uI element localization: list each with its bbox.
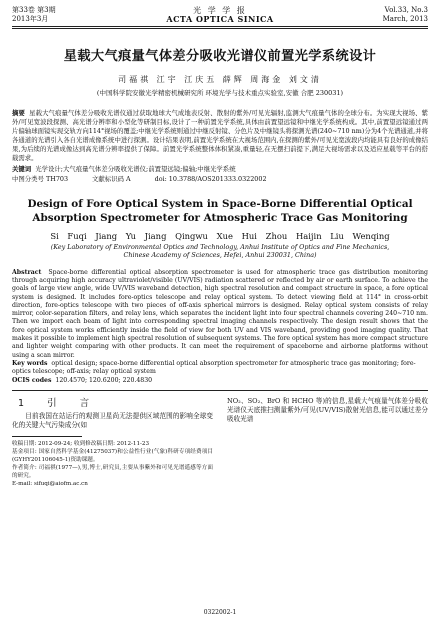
- right-column: [227, 397, 428, 489]
- volume-en: Vol.33, No.3: [384, 6, 428, 14]
- journal-name-cn: 光 学 学 报: [193, 6, 247, 15]
- section-heading-introduction: 1 引 言: [18, 397, 100, 409]
- paper-title-en: [12, 197, 428, 225]
- footnotes: [12, 440, 213, 488]
- header-left: [12, 6, 122, 24]
- classification-row: [12, 175, 428, 184]
- clc-number: 中图分类号 TH703: [12, 174, 69, 183]
- body-columns: [12, 397, 428, 489]
- date-en: March, 2013: [382, 15, 428, 23]
- document-code: 文献标识码 A: [92, 174, 131, 183]
- authors-en: Si Fuqi Jiang Yu Jiang Qingwu Xue Hui Zhou Haijin Liu Wenqing: [50, 230, 390, 241]
- affiliation-en-line2: Chinese Academy of Sciences, Hefei, Anhui 230031, China): [123, 251, 317, 260]
- left-column: [12, 397, 213, 489]
- date-cn: 2013年3月: [12, 15, 49, 23]
- volume-cn: 第33卷 第3期: [12, 6, 56, 14]
- right-column-text: NO₂、SO₂、BrO 和 HCHO 等)的信息,星载大气痕量气体差分吸收光谱仪天底推扫测量紫外/可见(UV/VIS)散射光信息,能可以通过差分吸收光谱: [227, 396, 428, 424]
- affiliation-en-line1: (Key Laboratory of Environmental Optics and Technology, Anhui Institute of Optics and Fine Mechanics,: [50, 242, 390, 251]
- affiliation-en: [12, 243, 428, 260]
- paper-title-en-line1: Design of Fore Optical System in Space-Borne Differential Optical: [27, 197, 413, 210]
- abstract-en-text: Space-borne differential optical absorption spectrometer is used for atmospheric trace gas distribution monitoring through acquiring high accuracy ultraviolet/visible (UV/VIS) radiation scattered or reflected by air or earth surface. To achieve the goals of large view angle, wide UV/VIS waveband detection, high spectral resolution and compact structure in space, a fore optical system is designed. It includes fore-optics telescope and relay optical system. To detect viewing field at 114° in cross-orbit direction, fore-optics telescope with two pieces of off-axis spherical mirrors is designed. Relay optical system consists of relay mirror, color-separation filters, and relay lens, which separates the incident light into four spectral channels covering 240~710 nm. Then we import each beam of light into corresponding spectral imaging channels respectively. The design result shows that the fore optical system works efficiently inside the field of view for both UV and VIS waveband, providing good imaging quality. That makes it possible to implement high spectral resolution of subsequent systems. The fore optical system has more compact structure and lighter weight comparing with other products. It can meet the requirement of spaceborne and airborne platforms without using a scan mirror.: [12, 268, 429, 359]
- header-journal: [122, 6, 318, 24]
- header-right: [318, 6, 428, 24]
- abstract-cn-text: 星载大气痕量气体差分吸收光谱仪通过获取地球大气成地表反射、散射的紫外/可见光辐射,监测大气痕量气体的全球分布。为实现大视场、紫外/可见宽波段探测、高光谱分辨率和小型化等研制目标,设计了一种前置光学系统,具体由前置望远镜和中继光学系统构成。其中,前置望远镜通过两片偏轴球面镜实现交轨方向114°视场的覆盖;中继光学系统则通过中继反射镜、分色片及中继镜头将探测光谱(240~710 nm)分为4个光谱通道,并将各通道的光谱引入各自光谱成像系统中进行探测。设计结果表明,前置光学系统在大视场范围内,在探测的紫外/可见光宽波段内均能具有良好的成像结果,为后续的光谱成像达到高光谱分辨率提供了保障。前置光学系统整体体积紧凑,重量轻,在无摆扫前提下,满足大视场需求以及适应星载等平台的搭载需求。: [12, 109, 428, 163]
- keywords-cn: [12, 165, 428, 174]
- abstract-en: [12, 269, 428, 360]
- abstract-cn: [12, 109, 428, 164]
- keywords-en-label: Key words: [12, 359, 48, 367]
- introduction-text: [12, 412, 213, 430]
- abstract-cn-label: 摘要: [12, 109, 25, 117]
- header-rule: [12, 26, 428, 27]
- ocis-label: OCIS codes: [12, 376, 52, 384]
- footnote-rule: [12, 436, 82, 437]
- abstract-separator: [12, 390, 428, 391]
- running-header: [12, 6, 428, 24]
- introduction-text-span: 目前我国在站运行的观测卫星尚无法提供区域范围的影响全球变化的关键大气污染成分(如: [12, 412, 213, 430]
- keywords-en: [12, 360, 428, 377]
- header-rule-thin: [12, 28, 428, 29]
- journal-name-en: ACTA OPTICA SINICA: [166, 14, 274, 24]
- keywords-cn-label: 关键词: [12, 164, 32, 173]
- ocis-text: 120.4570; 120.6200; 220.4830: [55, 376, 153, 384]
- ocis-codes: [12, 377, 428, 385]
- footnote-email: E-mail: sifuqi@aiofm.ac.cn: [12, 481, 88, 488]
- keywords-en-text: optical design; space-borne differential optical absorption spectrometer for atmospheric trace gas monitoring; fore-optics telescope; off-axis; relay optical system: [12, 359, 416, 376]
- abstract-en-label: Abstract: [12, 268, 42, 276]
- keywords-cn-text: 光学设计;大气痕量气体差分吸收光谱仪;前置望远镜;偏轴;中继光学系统: [35, 164, 236, 173]
- paper-title-en-line2: Absorption Spectrometer for Atmospheric Trace Gas Monitoring: [32, 211, 408, 224]
- doi: doi: 10.3788/AOS201333.0322002: [154, 174, 267, 183]
- affiliation-cn: (中国科学院安徽光学精密机械研究所 环境光学与技术重点实验室,安徽 合肥 230031): [96, 89, 344, 97]
- authors-cn: 司福祺 江宇 江庆五 薛辉 周海金 刘文清: [118, 75, 322, 84]
- page-number: 0322002-1: [203, 609, 237, 616]
- footnote-received: 收稿日期: 2012-09-24; 收到修改稿日期: 2012-11-23: [12, 441, 150, 448]
- paper-title-cn: 星载大气痕量气体差分吸收光谱仪前置光学系统设计: [63, 49, 377, 64]
- footnote-bio: 作者简介: 司福祺(1977—),男,博士,研究员,主要从事紫外和可见光谱遥感等方面的研究。: [12, 465, 213, 480]
- footnote-fund: 基金项目: 国家自然科学基金(41275037)和公益性行业(气象)科研专项经费项目(GYHY201106045-1)资助课题。: [12, 449, 213, 464]
